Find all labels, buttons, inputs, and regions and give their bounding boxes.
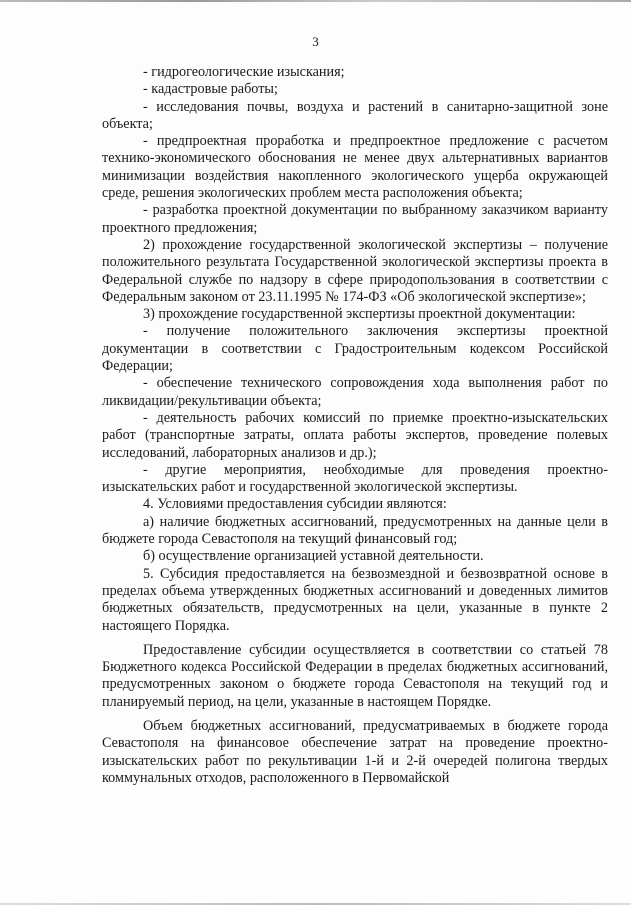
list-item-soil-research: - исследования почвы, воздуха и растений в санитарно-защитной зоне объекта; bbox=[102, 98, 608, 132]
list-item-other-measures: - другие мероприятия, необходимые для проведения проектно-изыскательских работ и государственной экологической экспертизы. bbox=[102, 461, 608, 496]
list-item-condition-b: б) осуществление организацией уставной деятельности. bbox=[143, 548, 484, 565]
list-item-condition-a: а) наличие бюджетных ассигнований, предусмотренных на данные цели в бюджете города Севастополя на текущий финансовый год; bbox=[102, 513, 608, 548]
paragraph-state-expertise: 3) прохождение государственной экспертизы проектной документации: bbox=[143, 306, 576, 323]
paragraph-budget-volume: Объем бюджетных ассигнований, предусматриваемых в бюджете города Севастополя на финансовое обеспечение затрат на проведение проектно-изыскательских работ по рекультивации 1-й и 2-й очередей полигона твердых коммунальных отходов, расположенного в Первомайской bbox=[102, 717, 608, 786]
page-number: 3 bbox=[312, 34, 319, 49]
list-item-cadastral: - кадастровые работы; bbox=[143, 81, 278, 98]
list-item-commissions: - деятельность рабочих комиссий по приемке проектно-изыскательских работ (транспортные затраты, оплата работы экспертов, проведение полевых исследований, лабораторных анализов и др.); bbox=[102, 409, 608, 461]
list-item-positive-conclusion: - получение положительного заключения экспертизы проектной документации в соответствии с Градостроительным кодексом Российской Федерации; bbox=[102, 323, 608, 375]
paragraph-conditions: 4. Условиями предоставления субсидии являются: bbox=[143, 496, 447, 513]
paragraph-subsidy-article-78: Предоставление субсидии осуществляется в соответствии со статьей 78 Бюджетного кодекса Российской Федерации в пределах бюджетных ассигнований, предусмотренных законом о бюджете города Севастополя на текущий год и планируемый период, на цели, указанные в настоящем Порядке. bbox=[102, 641, 608, 710]
list-item-preproject: - предпроектная проработка и предпроектное предложение с расчетом технико-экономического обоснования не менее двух альтернативных вариантов минимизации воздействия накопленного экологического ущерба окружающей среде, решения экологических проблем места расположения объекта; bbox=[102, 133, 608, 202]
list-item-project-documentation: - разработка проектной документации по выбранному заказчиком варианту проектного предложения; bbox=[102, 202, 608, 236]
paragraph-ecological-expertise: 2) прохождение государственной экологической экспертизы – получение положительного результата Государственной экологической экспертизы проекта в Федеральной службе по надзору в сфере природопользования в соответствии с Федеральным законом от 23.11.1995 № 174-ФЗ «Об экологической экспертизе»; bbox=[102, 236, 608, 305]
list-item-hydrogeological: - гидрогеологические изыскания; bbox=[143, 64, 345, 80]
paragraph-subsidy-basis: 5. Субсидия предоставляется на безвозмездной и безвозвратной основе в пределах объема утвержденных бюджетных ассигнований и доведенных лимитов бюджетных обязательств, предусмотренных на цели, указанные в пункте 2 настоящего Порядка. bbox=[102, 565, 608, 634]
scan-edge-top bbox=[0, 0, 631, 2]
document-body bbox=[102, 64, 608, 787]
list-item-technical-support: - обеспечение технического сопровождения хода выполнения работ по ликвидации/рекультивации объекта; bbox=[102, 375, 608, 409]
